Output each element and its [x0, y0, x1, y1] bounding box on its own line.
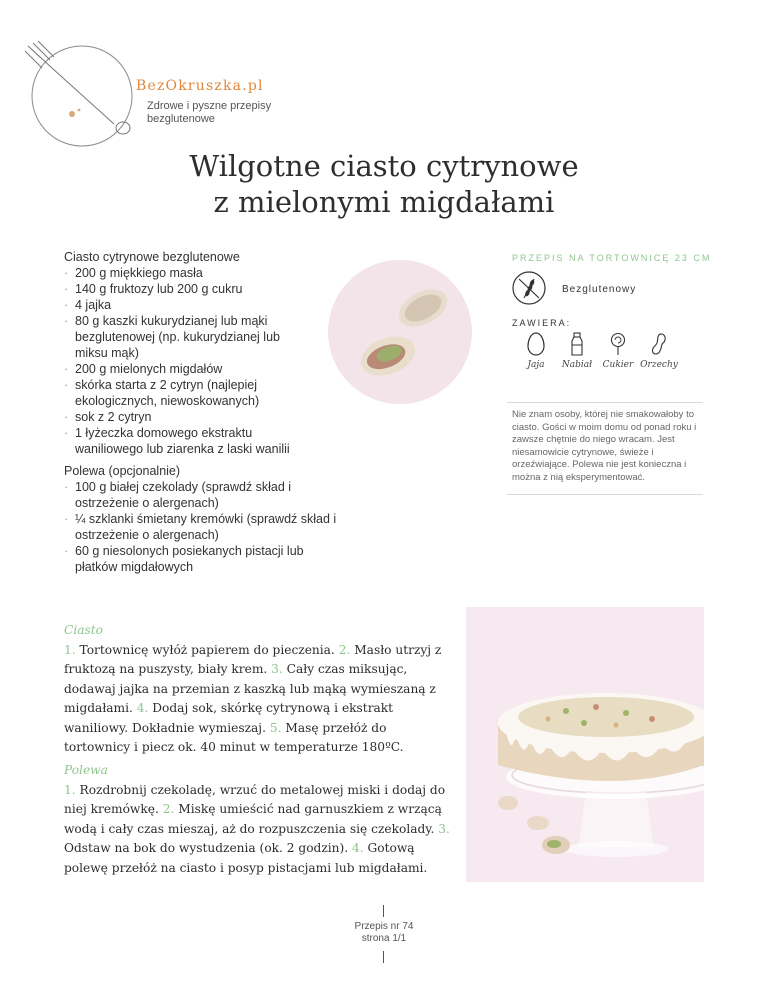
ingredients-glaze	[64, 463, 354, 575]
method-cake-heading: Ciasto	[64, 623, 103, 637]
divider	[507, 402, 703, 403]
allergen-dairy	[555, 332, 599, 370]
brand-name: BezOkruszka.pl	[136, 78, 264, 94]
list-item: · ¼ szklanki śmietany kremówki (sprawdź skład i ostrzeżenie o alergenach)	[64, 511, 360, 543]
list-item: · 60 g niesolonych posiekanych pistacji lub płatków migdałowych	[64, 543, 320, 575]
step-number: 5.	[269, 720, 282, 735]
step-text: Odstaw na bok do wystudzenia (ok. 2 godzin).	[64, 841, 353, 855]
step-text: Masę przełóż do tortownicy i piecz ok. 40 minut w temperaturze 180ºC.	[64, 720, 404, 754]
pan-size-label: PRZEPIS NA TORTOWNICĘ 23 CM	[512, 253, 712, 263]
allergen-egg-label: Jaja	[527, 360, 545, 370]
step-text: Gotową polewę przełóż na ciasto i posyp pistacjami lub migdałami.	[64, 841, 428, 875]
allergen-sugar-label: Cukier	[602, 360, 634, 370]
list-item: · 4 jajka	[64, 297, 334, 313]
step-number: 2.	[162, 802, 175, 816]
list-item: · 200 g mielonych migdałów	[64, 361, 334, 377]
ingredients-cake-heading: Ciasto cytrynowe bezglutenowe	[64, 250, 240, 264]
allergen-nuts-label: Orzechy	[640, 360, 678, 370]
recipe-title	[0, 148, 768, 220]
method-glaze-heading: Polewa	[64, 763, 108, 777]
divider	[507, 494, 703, 495]
page-number: strona 1/1	[361, 933, 407, 944]
gluten-free-label: Bezglutenowy	[562, 284, 637, 295]
step-number: 3.	[271, 662, 283, 676]
step-text: Tortownicę wyłóż papierem do pieczenia.	[75, 642, 339, 657]
contains-heading: ZAWIERA:	[512, 318, 572, 328]
step-number: 3.	[438, 821, 450, 836]
step-number: 2.	[338, 642, 351, 657]
recipe-title-line2: z mielonymi migdałami	[213, 185, 555, 219]
step-text: Miskę umieścić nad garnuszkiem z wrzącą wodą i cały czas mieszaj, aż do rozpuszczenia się czekolady.	[64, 802, 442, 836]
step-number: 1.	[64, 782, 76, 797]
step-number: 4.	[136, 701, 149, 715]
list-item: · sok z 2 cytryn	[64, 409, 334, 425]
method-cake	[64, 621, 454, 758]
ingredients-cake	[64, 249, 334, 457]
ingredients-cake-list	[64, 265, 334, 457]
brand-tagline: Zdrowe i pyszne przepisy bezglutenowe	[147, 100, 272, 125]
recipe-number: Przepis nr 74	[354, 921, 414, 932]
list-item: · 100 g białej czekolady (sprawdź skład i ostrzeżenie o alergenach)	[64, 479, 320, 511]
footer-divider	[383, 951, 384, 963]
list-item: · 1 łyżeczka domowego ekstraktu waniliowego lub ziarenka z laski wanilii	[64, 425, 315, 457]
step-text: Dodaj sok, skórkę cytrynową i ekstrakt waniliowy. Dokładnie wymieszaj.	[64, 701, 394, 735]
step-text: Masło utrzyj z fruktozą na puszysty, biały krem.	[64, 642, 442, 676]
list-item: · 140 g fruktozy lub 200 g cukru	[64, 281, 334, 297]
logo-plate-fork-spoon-icon	[20, 38, 150, 150]
list-item: · 200 g miękkiego masła	[64, 265, 334, 281]
step-text: Rozdrobnij czekoladę, wrzuć do metalowej miski i dodaj do niej kremówkę.	[64, 782, 446, 816]
step-number: 1.	[64, 642, 76, 657]
ingredients-glaze-heading: Polewa (opcjonalnie)	[64, 464, 181, 478]
allergen-egg	[514, 332, 558, 370]
lollipop-icon	[609, 332, 627, 356]
recipe-title-line1: Wilgotne ciasto cytrynowe	[189, 149, 579, 183]
allergen-nuts	[637, 332, 681, 370]
step-number: 4.	[352, 841, 364, 855]
pistachio-photo	[328, 260, 472, 404]
allergen-sugar	[596, 332, 640, 370]
ingredients-glaze-list	[64, 479, 354, 575]
milk-bottle-icon	[570, 332, 584, 356]
allergen-dairy-label: Nabiał	[561, 360, 593, 370]
egg-icon	[527, 332, 545, 356]
page-footer	[0, 921, 768, 945]
method-glaze	[64, 761, 454, 878]
peanut-icon	[651, 332, 667, 356]
footer-divider	[383, 905, 384, 917]
step-text: Cały czas miksując, dodawaj jajka na przemian z kaszką lub mąką wymieszaną z migdałami.	[64, 662, 436, 715]
list-item: · 80 g kaszki kukurydzianej lub mąki bezglutenowej (np. kukurydzianej lub miksu mąk)	[64, 313, 280, 361]
cake-photo	[466, 607, 704, 882]
list-item: · skórka starta z 2 cytryn (najlepiej ekologicznych, niewoskowanych)	[64, 377, 290, 409]
gluten-free-icon	[512, 271, 546, 305]
recipe-note: Nie znam osoby, której nie smakowałoby to ciasto. Gości w moim domu od ponad roku i zawsze chętnie do niego wracam. Jest niesamowicie cytrynowe, świeże i orzeźwiające. Polewa nie jest konieczna i można z nią eksperymentować.	[512, 409, 697, 483]
